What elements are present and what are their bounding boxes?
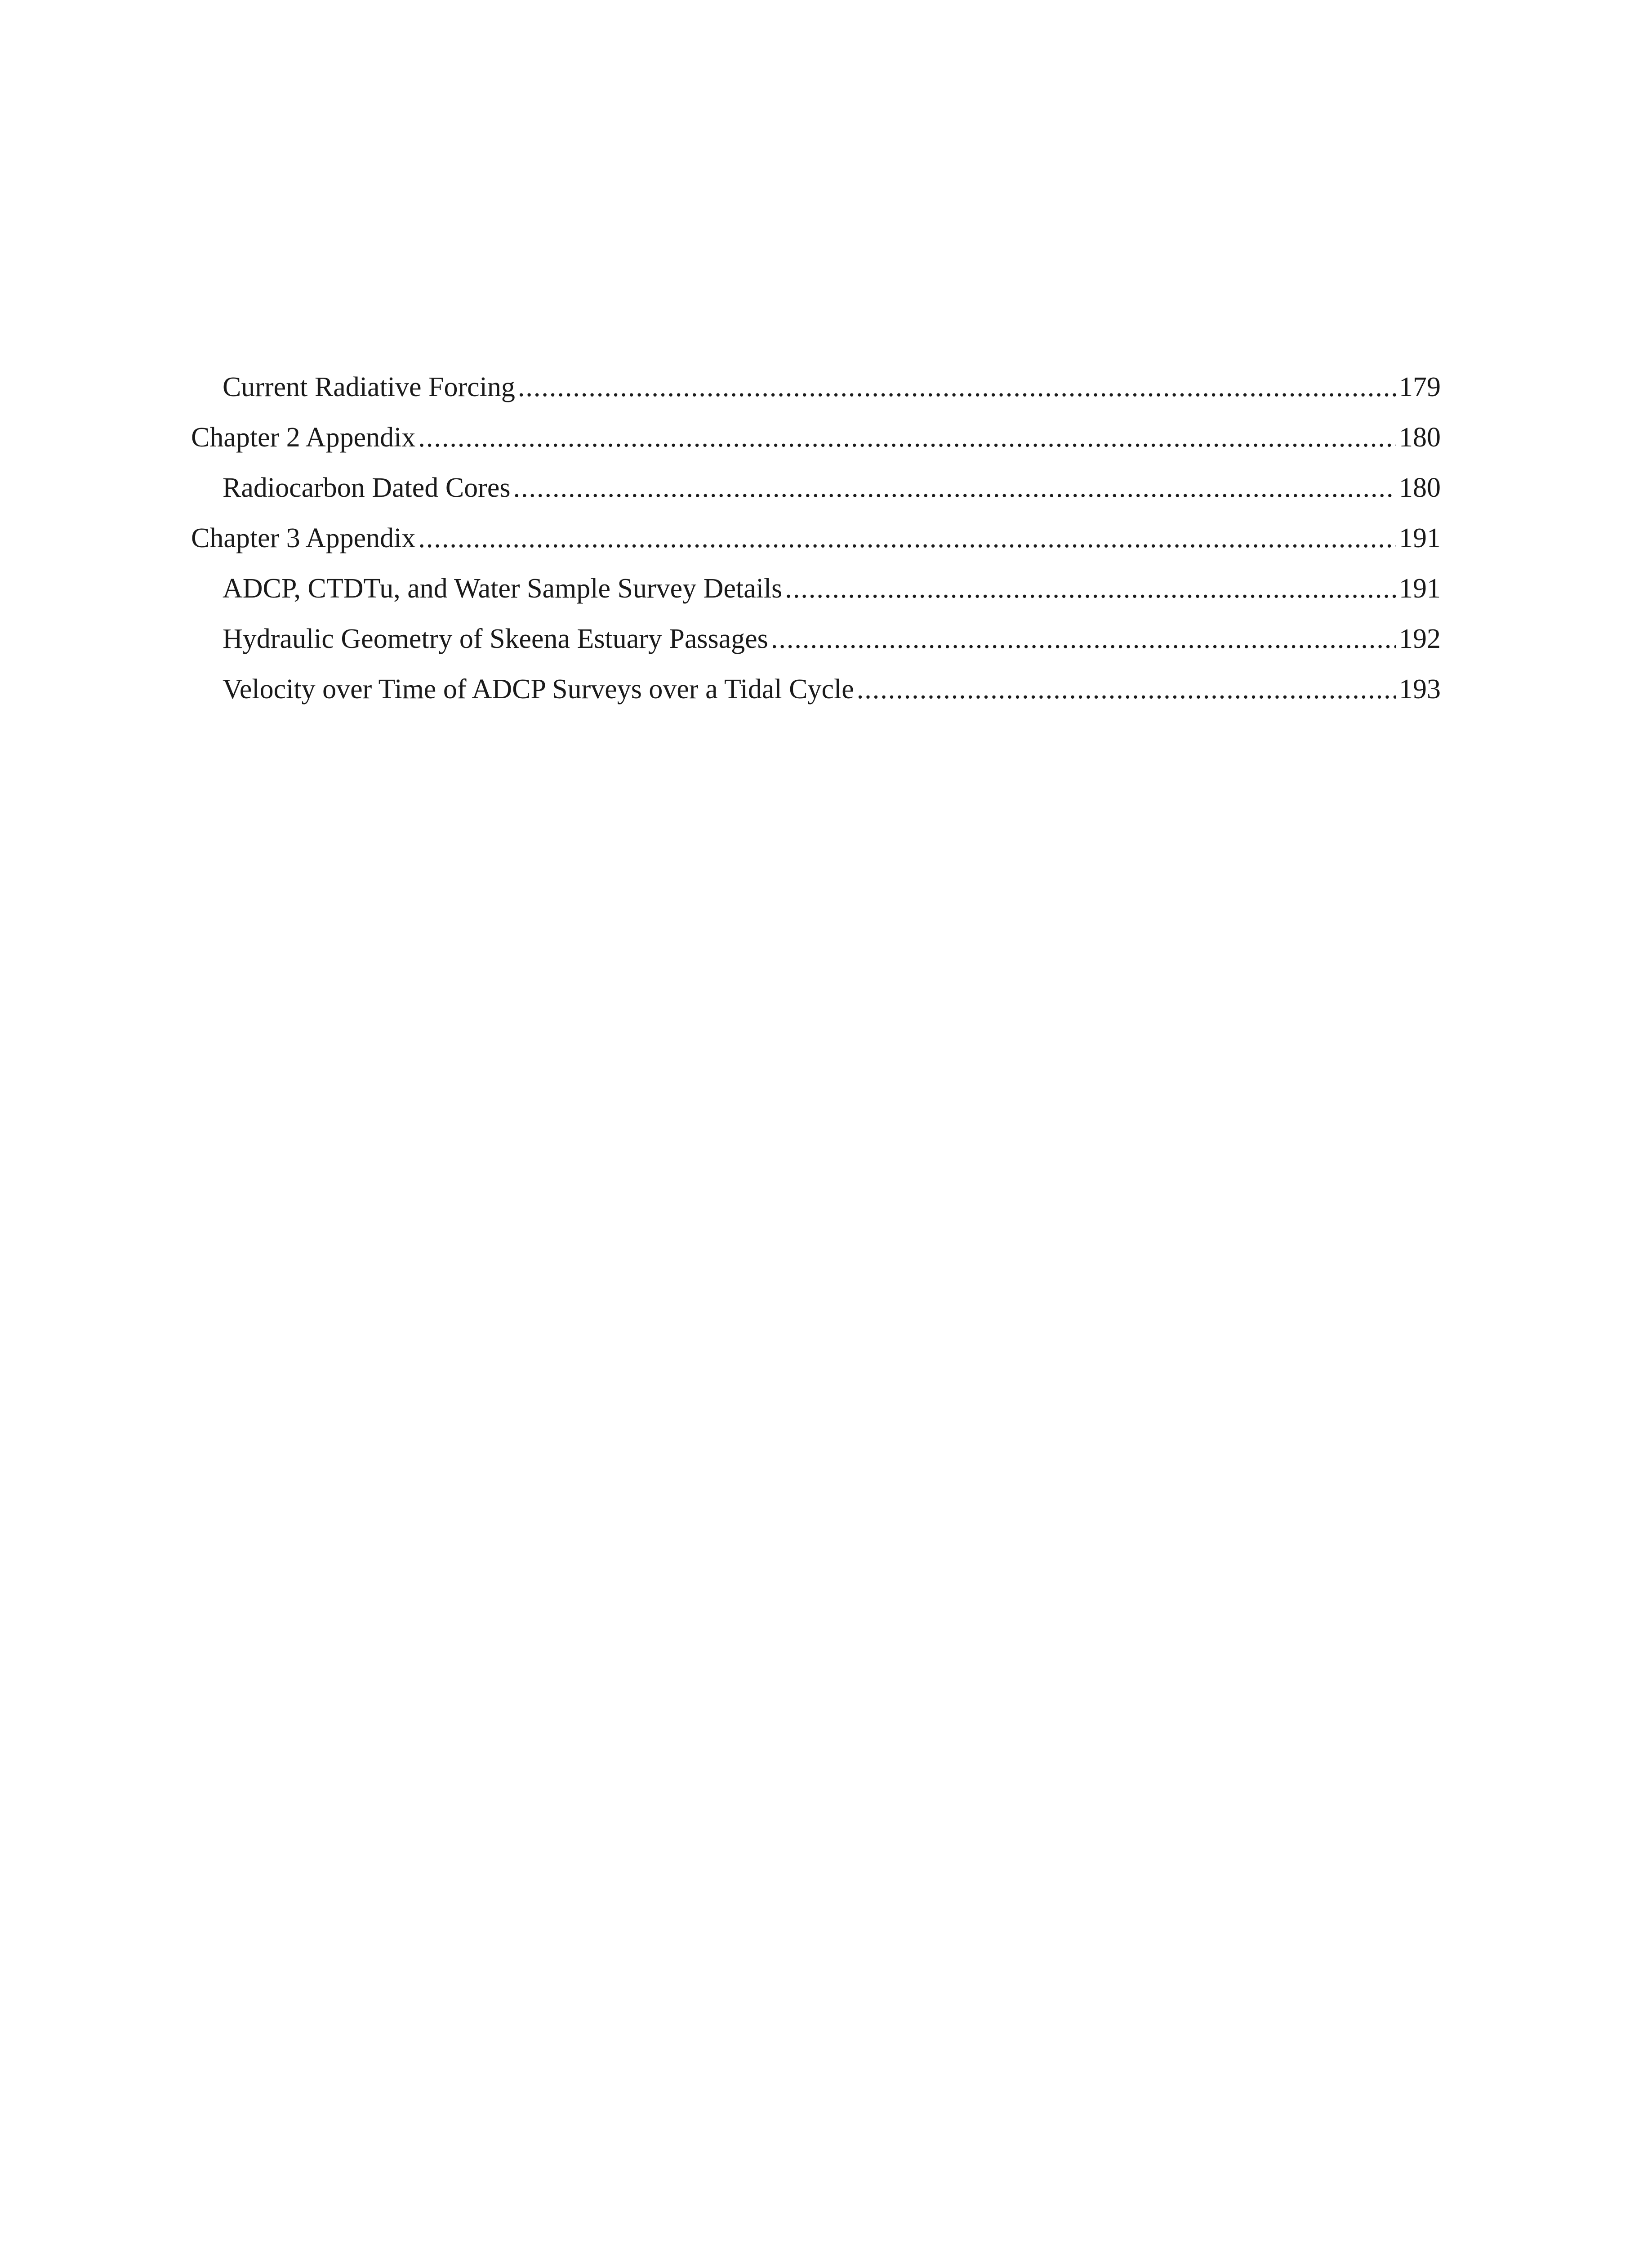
dot-leader	[418, 412, 1396, 463]
toc-entry-page-number: 180	[1399, 473, 1441, 503]
dot-leader	[518, 362, 1396, 412]
dot-leader	[771, 614, 1396, 664]
dot-leader	[785, 563, 1396, 614]
dot-leader	[418, 513, 1396, 563]
toc-entry-radiocarbon-dated-cores	[191, 463, 1441, 513]
toc-entry-adcp-survey-details	[191, 563, 1441, 614]
dot-leader	[513, 463, 1396, 513]
toc-entry-title: Current Radiative Forcing	[223, 372, 515, 402]
toc-entry-title: Radiocarbon Dated Cores	[223, 473, 511, 503]
toc-entry-page-number: 179	[1399, 372, 1441, 402]
toc-entry-page-number: 191	[1399, 523, 1441, 553]
toc-entry-title: Chapter 2 Appendix	[191, 422, 416, 453]
toc-entry-title: Velocity over Time of ADCP Surveys over a Tidal Cycle	[223, 674, 854, 705]
toc-entry-title: Chapter 3 Appendix	[191, 523, 416, 553]
toc-entry-page-number: 191	[1399, 573, 1441, 604]
toc-entry-page-number: 180	[1399, 422, 1441, 453]
toc-entry-chapter-3-appendix	[191, 513, 1441, 563]
toc-entry-velocity-over-time	[191, 664, 1441, 714]
toc-entry-hydraulic-geometry	[191, 614, 1441, 664]
toc-entry-title: ADCP, CTDTu, and Water Sample Survey Details	[223, 573, 783, 604]
toc-entry-page-number: 193	[1399, 674, 1441, 705]
toc-entry-chapter-2-appendix	[191, 412, 1441, 463]
toc-entry-page-number: 192	[1399, 624, 1441, 654]
toc-entry-title: Hydraulic Geometry of Skeena Estuary Passages	[223, 624, 768, 654]
dot-leader	[857, 664, 1396, 714]
toc-entry-current-radiative-forcing	[191, 362, 1441, 412]
table-of-contents	[191, 362, 1441, 714]
